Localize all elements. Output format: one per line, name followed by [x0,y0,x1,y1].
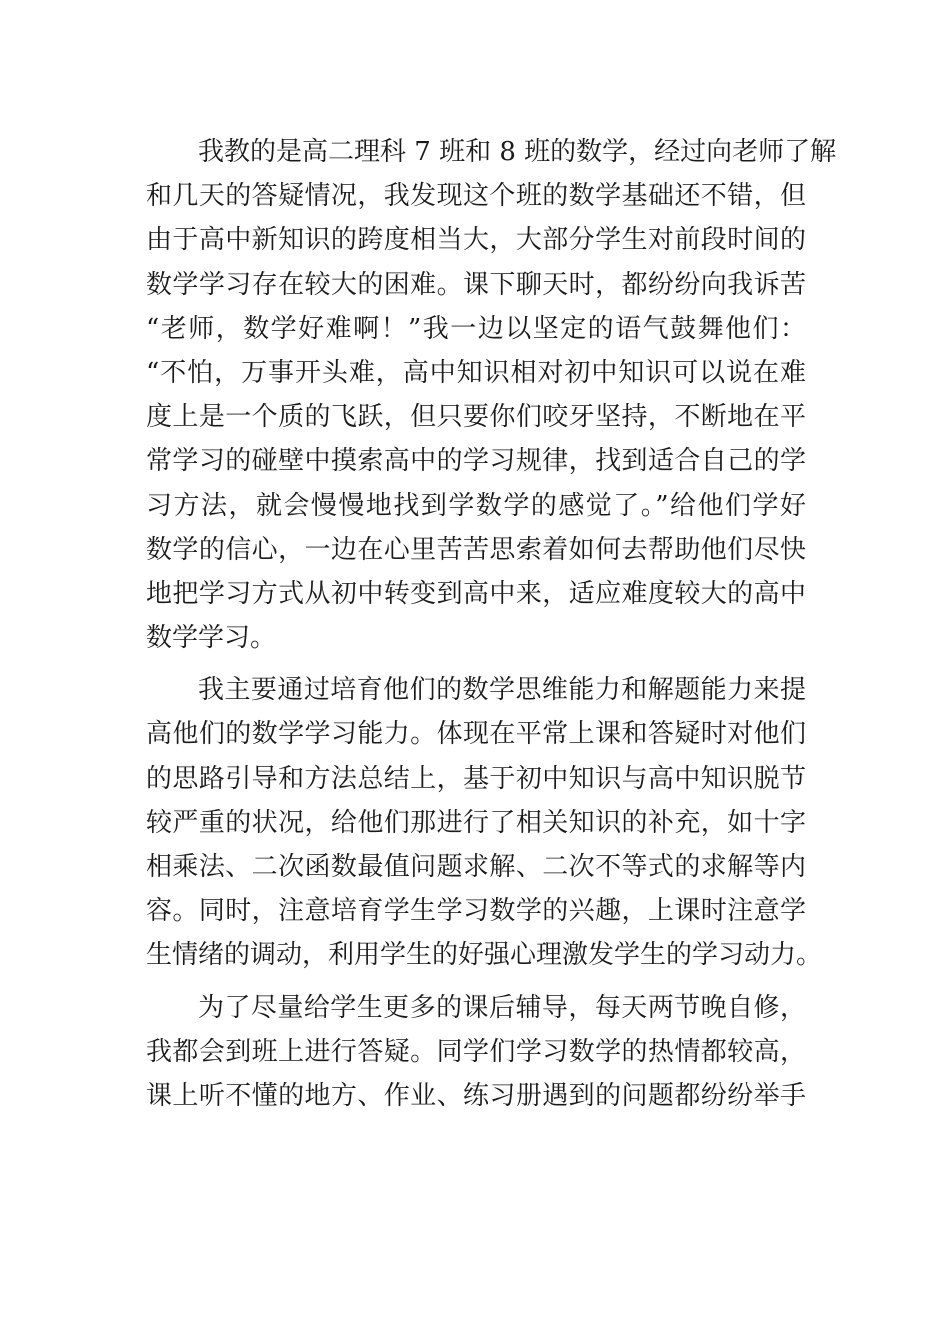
paragraph-gap [146,978,806,986]
paragraph [146,130,837,660]
text-line: 较严重的状况，给他们那进行了相关知识的补充，如十字 [146,807,806,838]
text-line: 我主要通过培育他们的数学思维能力和解题能力来提 [198,675,806,706]
paragraph [146,668,823,977]
text-line: 由于高中新知识的跨度相当大，大部分学生对前段时间的 [146,225,806,256]
text-line: 数学学习存在较大的困难。课下聊天时，都纷纷向我诉苦 [146,269,806,300]
text-line: “老师，数学好难啊！”我一边以坚定的语气鼓舞他们： [146,313,806,344]
text-line: “不怕，万事开头难，高中知识相对初中知识可以说在难 [146,357,806,388]
text-line: 数学学习。 [146,623,277,654]
text-line: 为了尽量给学生更多的课后辅导，每天两节晚自修， [198,992,806,1023]
text-line: 和几天的答疑情况，我发现这个班的数学基础还不错，但 [146,181,806,212]
text-line: 常学习的碰壁中摸索高中的学习规律，找到适合自己的学 [146,446,806,477]
text-line: 的思路引导和方法总结上，基于初中知识与高中知识脱节 [146,763,806,794]
text-line: 高他们的数学学习能力。体现在平常上课和答疑时对他们 [146,719,806,750]
text-line: 地把学习方式从初中转变到高中来，适应难度较大的高中 [146,578,806,609]
text-line: 生情绪的调动，利用学生的好强心理激发学生的学习动力。 [146,940,823,971]
text-line: 我都会到班上进行答疑。同学们学习数学的热情都较高， [146,1036,806,1067]
text-line: 习方法，就会慢慢地找到学数学的感觉了。”给他们学好 [146,490,806,521]
text-line: 数学的信心，一边在心里苦苦思索着如何去帮助他们尽快 [146,534,806,565]
document-body [146,130,837,1118]
text-line: 相乘法、二次函数最值问题求解、二次不等式的求解等内 [146,852,806,882]
paragraph-gap [146,660,806,668]
text-line: 我教的是高二理科 7 班和 8 班的数学，经过向老师了解 [198,137,837,167]
text-line: 度上是一个质的飞跃，但只要你们咬牙坚持，不断地在平 [146,402,806,433]
paragraph [146,986,806,1119]
text-line: 课上听不懂的地方、作业、练习册遇到的问题都纷纷举手 [146,1080,806,1111]
text-line: 容。同时，注意培育学生学习数学的兴趣，上课时注意学 [146,896,806,927]
